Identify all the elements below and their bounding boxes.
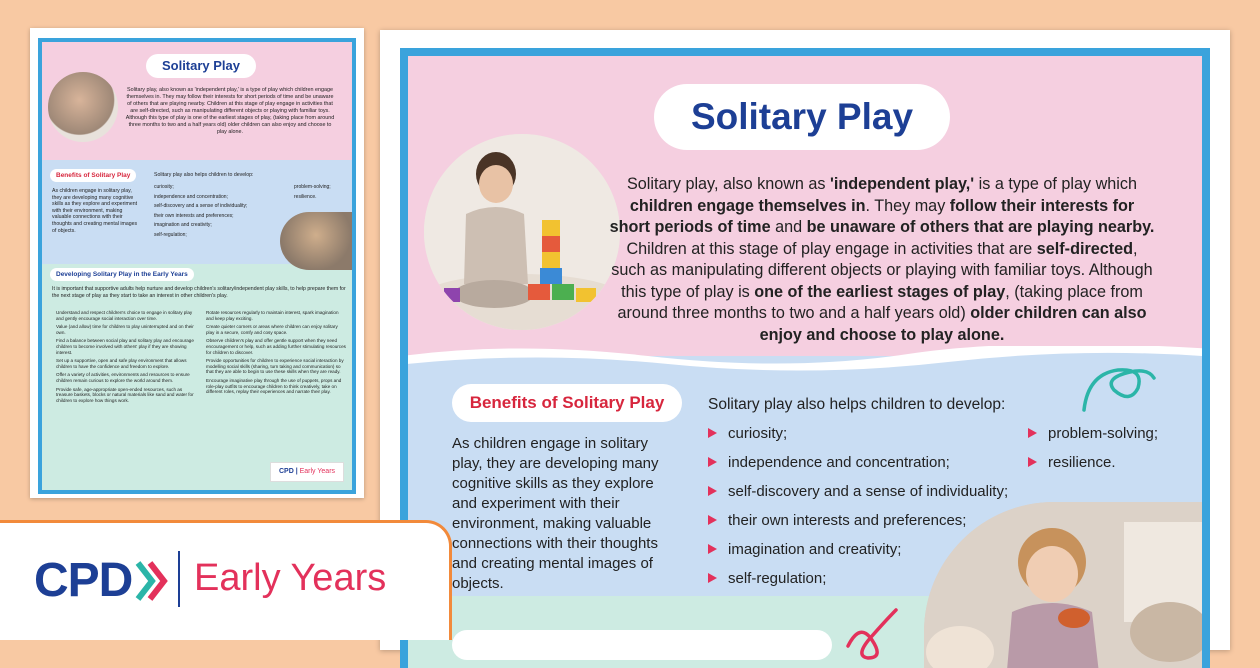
list-item: [708, 424, 1008, 453]
benefits-text: As children engage in solitary play, they are developing many cognitive skills as they explore and experiment with their environment, making valuable connections with their thoughts and creating mental images of objects.: [452, 435, 659, 592]
thumbnail-tip: Set up a supportive, open and safe play environment that allows children to have the confidence and freedom to explore.: [56, 358, 187, 369]
poster-frame: [400, 48, 1210, 668]
intro-text: . They may: [865, 196, 950, 215]
thumbnail-benefits-text: As children engage in solitary play, they are developing many cognitive skills as they explore and experiment with their environment, making valuable connections with their thoughts and creating mental images of objects.: [52, 188, 138, 234]
intro-text: , such as manipulating different objects or playing with familiar toys. Although this type of play is: [611, 239, 1153, 301]
intro-bold: self-directed: [1036, 239, 1134, 258]
list-item-label: independence and concentration;: [728, 454, 950, 471]
logo-cpd: CPD: [34, 554, 133, 607]
pink-arrow-icon: [708, 573, 717, 583]
thumbnail-develop-item: curiosity;: [154, 184, 174, 190]
intro-text: Solitary play, also known as: [626, 175, 831, 193]
intro-text: is a type of play which: [974, 175, 1137, 193]
thumbnail-tips-right: [206, 310, 346, 398]
list-item: [708, 482, 1008, 511]
logo-divider: [178, 551, 180, 607]
thumbnail-developing-intro: It is important that supportive adults help nurture and develop children's solitary/independent play skills, to help prepare them for the next stage of play as they start to take an interest in other children's play.: [52, 286, 346, 299]
pink-arrow-icon: [708, 515, 717, 525]
list-item-label: self-discovery and a sense of individuality;: [728, 483, 1009, 500]
intro-bold: be unaware of others that are playing nearby.: [806, 218, 1155, 236]
pink-arrow-icon: [708, 457, 717, 467]
thumbnail-tip: Provide safe, age-appropriate open-ended resources, such as treasure baskets, blocks or natural materials like sand and water for children to explore how things work.: [56, 386, 194, 403]
benefits-title: Benefits of Solitary Play: [452, 384, 682, 422]
thumbnail-benefits-title: Benefits of Solitary Play: [50, 169, 136, 182]
thumbnail-logo: CPD | Early Years: [270, 462, 344, 482]
thumbnail-tip: Find a balance between social play and solitary play and encourage children to become involved with others' play if they are showing interest.: [56, 338, 194, 355]
brand-logo: [0, 520, 452, 640]
thumbnail-frame: [38, 38, 356, 494]
list-item: [708, 453, 1008, 482]
pink-arrow-icon: [708, 428, 717, 438]
list-item-label: imagination and creativity;: [728, 541, 902, 558]
thumbnail-tip: Create quieter corners or areas where children can enjoy solitary play in a secure, comfy and cosy space.: [206, 324, 338, 335]
thumbnail-develop-item: self-regulation;: [154, 231, 187, 238]
poster-preview: [380, 30, 1230, 650]
poster-thumbnail[interactable]: [30, 28, 364, 498]
develop-list-right: [1028, 424, 1158, 482]
list-item: [1028, 453, 1158, 482]
intro-text: , (taking place from around three months to two and a half years old): [617, 282, 1143, 322]
list-item: [708, 511, 1008, 540]
thumbnail-tip: Offer a variety of activities, environments and resources to ensure children remain curious to explore the world around them.: [56, 372, 190, 383]
thumbnail-toddler-photo: [280, 212, 352, 270]
develop-heading: Solitary play also helps children to develop:: [708, 396, 1006, 413]
thumbnail-tip: Observe children's play and offer gentle support when they need encouragement or help, such as adding further stimulating resources for children to discover.: [206, 338, 346, 355]
intro-bold: follow their interests for short periods of time: [609, 196, 1135, 236]
thumbnail-tip: Rotate resources regularly to maintain interest, spark imagination and keep play exciting.: [206, 310, 339, 321]
thumbnail-logo-ey: Early Years: [299, 468, 336, 475]
thumbnail-develop-item: their own interests and preferences;: [154, 212, 234, 219]
list-item-label: their own interests and preferences;: [728, 512, 967, 529]
thumbnail-tips-left: [56, 310, 196, 406]
thumbnail-tip: Understand and respect children's choice to engage in solitary play and gently encourage social interaction over time.: [56, 310, 193, 321]
child-blocks-illustration: [424, 134, 620, 330]
thumbnail-develop-item: problem-solving;: [294, 184, 331, 190]
thumbnail-develop-list: [154, 184, 284, 242]
thumbnail-title: Solitary Play: [146, 54, 256, 78]
pink-arrow-icon: [708, 486, 717, 496]
logo-early-years: Early Years: [194, 557, 387, 599]
intro-bold: older children can also enjoy and choose to play alone.: [759, 304, 1147, 344]
list-item: [1028, 424, 1158, 453]
thumbnail-intro: Solitary play, also known as 'independent play,' is a type of play which children engage themselves in. They may follow their interests for short periods of time and be unaware of others that are playing nearby. Children at this stage of play engage in activities that are self-directed, such as manipulating different objects or playing with familiar toys. Although this type of play is one of the earliest stages of play, (taking place from around three months to two and a half years old) older children can also enjoy and choose to play alone.: [125, 87, 335, 135]
intro-bold: one of the earliest stages of play: [754, 282, 1006, 301]
intro-bold: 'independent play,': [830, 175, 975, 193]
pink-arrow-icon: [1028, 457, 1037, 467]
thumbnail-develop-head: Solitary play also helps children to develop:: [154, 172, 254, 178]
thumbnail-develop-item: independence and concentration;: [154, 193, 228, 200]
list-item-label: resilience.: [1048, 454, 1116, 471]
thumbnail-developing-title: Developing Solitary Play in the Early Years: [50, 268, 194, 281]
list-item-label: self-regulation;: [728, 570, 827, 587]
thumbnail-logo-cpd: CPD: [278, 468, 294, 475]
thumbnail-tip: Value (and allow) time for children to play uninterrupted and on their own.: [56, 324, 194, 335]
thumbnail-develop-item: self-discovery and a sense of individuality;: [154, 203, 248, 210]
teal-squiggle-icon: [1078, 360, 1158, 420]
page-title: Solitary Play: [654, 84, 950, 150]
developing-title-pill: [452, 630, 832, 660]
thumbnail-develop-item: imagination and creativity;: [154, 222, 212, 229]
thumbnail-develop-list-right: [294, 184, 354, 203]
intro-bold: children engage themselves in: [629, 196, 866, 215]
intro-text: and: [770, 218, 807, 236]
pink-squiggle-icon: [842, 606, 912, 666]
intro-paragraph: [608, 174, 1156, 346]
pink-arrow-icon: [708, 544, 717, 554]
list-item-label: curiosity;: [728, 425, 788, 442]
thumbnail-tip: Provide opportunities for children to experience social interaction by modelling social skills (sharing, turn taking and communication) so that they are able to begin to use these skills when they are ready.: [206, 358, 344, 375]
thumbnail-tip: Encourage imaginative play through the use of puppets, props and role-play outfits to encourage children to think creatively, take on different roles, replay their experiences and narrate their play.: [206, 377, 342, 395]
child-blocks-photo: [424, 134, 620, 330]
thumbnail-child-photo: [48, 72, 118, 142]
pink-arrow-icon: [1028, 428, 1037, 438]
chevron-right-icon: [134, 559, 168, 603]
thumbnail-develop-item: resilience.: [294, 193, 317, 200]
list-item-label: problem-solving;: [1048, 425, 1159, 442]
intro-text: Children at this stage of play engage in activities that are: [626, 239, 1037, 258]
